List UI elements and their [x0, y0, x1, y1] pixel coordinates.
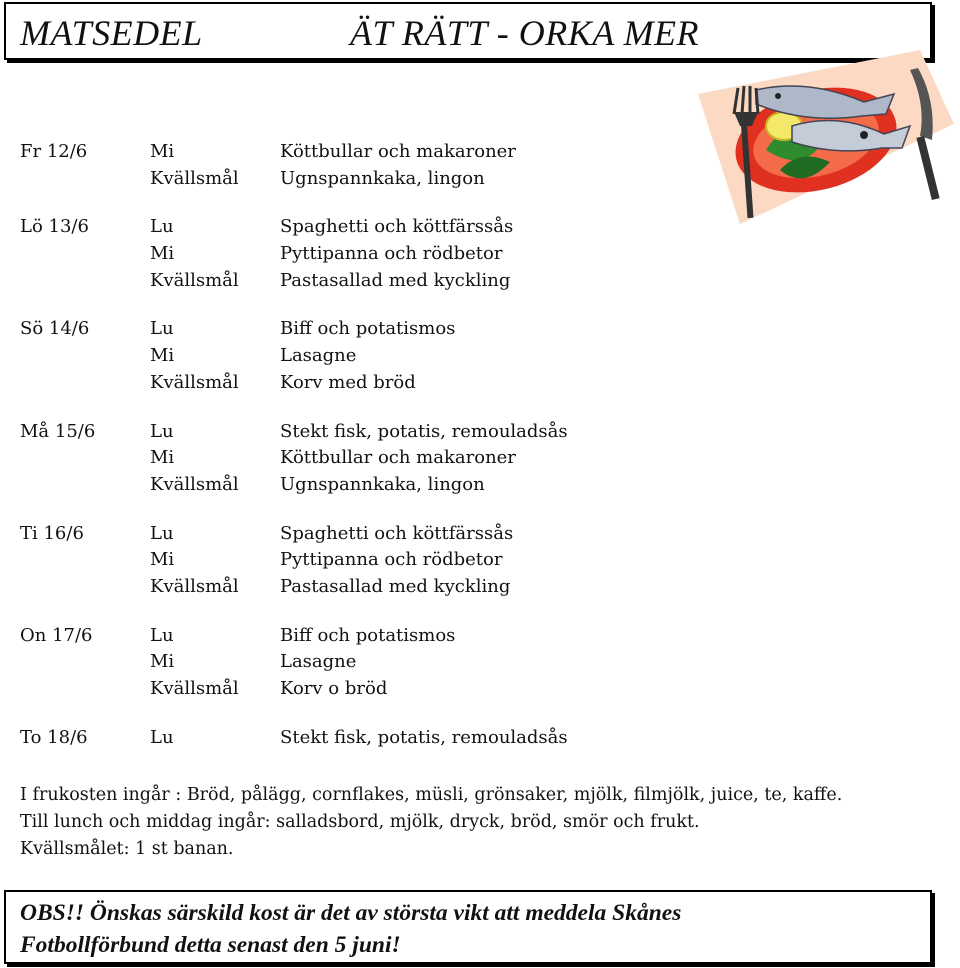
- dish: Stekt fisk, potatis, remouladsås: [280, 726, 568, 748]
- meal-type: Kvällsmål: [150, 575, 239, 597]
- dish: Pastasallad med kyckling: [280, 575, 511, 597]
- menu-row: [20, 725, 680, 752]
- meal-type: Lu: [150, 624, 174, 646]
- obs-notice: [4, 890, 932, 964]
- evening-meal-note: Kvällsmålet: 1 st banan.: [20, 839, 234, 859]
- meal-type: Mi: [150, 651, 175, 673]
- menu-row: [20, 649, 680, 676]
- slogan-title: ÄT RÄTT - ORKA MER: [350, 13, 700, 53]
- meal-type: Mi: [150, 345, 175, 367]
- dish: Lasagne: [280, 651, 357, 673]
- menu-row: [20, 574, 680, 601]
- menu-row: [20, 370, 680, 397]
- breakfast-note: I frukosten ingår : Bröd, pålägg, cornflakes, müsli, grönsaker, mjölk, filmjölk, juice, te, kaffe.: [20, 785, 843, 805]
- menu-row: [20, 268, 680, 295]
- obs-line-2: Fotbollförbund detta senast den 5 juni!: [20, 932, 401, 958]
- menu-row: [20, 343, 680, 370]
- dish: Ugnspannkaka, lingon: [280, 473, 485, 495]
- meal-type: Kvällsmål: [150, 269, 239, 291]
- menu-row: [20, 241, 680, 268]
- day-block: [20, 521, 680, 601]
- lunch-dinner-note: Till lunch och middag ingår: salladsbord, mjölk, dryck, bröd, smör och frukt.: [20, 812, 700, 832]
- day-block: [20, 419, 680, 499]
- menu-row: [20, 472, 680, 499]
- meal-type: Kvällsmål: [150, 167, 239, 189]
- dish: Ugnspannkaka, lingon: [280, 167, 485, 189]
- dish: Spaghetti och köttfärssås: [280, 216, 514, 238]
- meal-type: Lu: [150, 420, 174, 442]
- dish: Köttbullar och makaroner: [280, 141, 516, 162]
- day-date: Må 15/6: [20, 420, 96, 442]
- plate-with-fish-fork-knife-icon: [688, 44, 956, 228]
- dish: Stekt fisk, potatis, remouladsås: [280, 420, 568, 442]
- meal-type: Kvällsmål: [150, 371, 239, 393]
- meal-type: Mi: [150, 141, 175, 162]
- dish: Lasagne: [280, 345, 357, 367]
- menu-row: [20, 445, 680, 472]
- menu-row: [20, 419, 680, 446]
- day-date: On 17/6: [20, 624, 93, 646]
- dish: Köttbullar och makaroner: [280, 447, 516, 469]
- day-date: Lö 13/6: [20, 216, 89, 238]
- meal-type: Lu: [150, 726, 174, 748]
- day-date: Fr 12/6: [20, 141, 88, 162]
- menu-row: [20, 166, 680, 193]
- menu-row: [20, 316, 680, 343]
- menu-row: [20, 623, 680, 650]
- day-date: Ti 16/6: [20, 522, 84, 544]
- meal-type: Lu: [150, 318, 174, 340]
- dish: Korv o bröd: [280, 678, 388, 699]
- dish: Biff och potatismos: [280, 624, 456, 646]
- meal-type: Mi: [150, 243, 175, 265]
- day-date: To 18/6: [20, 726, 88, 748]
- dish: Biff och potatismos: [280, 318, 456, 340]
- day-block: [20, 725, 680, 752]
- menu-row: [20, 214, 680, 241]
- day-block: [20, 214, 680, 294]
- day-date: Sö 14/6: [20, 318, 90, 340]
- menu-row: [20, 139, 680, 166]
- meal-type: Mi: [150, 447, 175, 469]
- obs-line-1: OBS!! Önskas särskild kost är det av största vikt att meddela Skånes: [20, 900, 682, 926]
- dish: Pyttipanna och rödbetor: [280, 549, 503, 571]
- dish: Spaghetti och köttfärssås: [280, 522, 514, 544]
- dish: Pyttipanna och rödbetor: [280, 243, 503, 265]
- meal-type: Kvällsmål: [150, 473, 239, 495]
- menu-row: [20, 676, 680, 703]
- day-block: [20, 316, 680, 396]
- menu-row: [20, 521, 680, 548]
- menu-title: MATSEDEL: [20, 13, 203, 53]
- dish: Pastasallad med kyckling: [280, 269, 511, 291]
- weekly-menu: [20, 139, 680, 751]
- meal-type: Lu: [150, 522, 174, 544]
- meal-type: Kvällsmål: [150, 678, 239, 699]
- menu-row: [20, 547, 680, 574]
- day-block: [20, 139, 680, 192]
- dish: Korv med bröd: [280, 371, 416, 393]
- meal-notes: [20, 782, 842, 863]
- day-block: [20, 623, 680, 703]
- meal-type: Lu: [150, 216, 174, 238]
- meal-type: Mi: [150, 549, 175, 571]
